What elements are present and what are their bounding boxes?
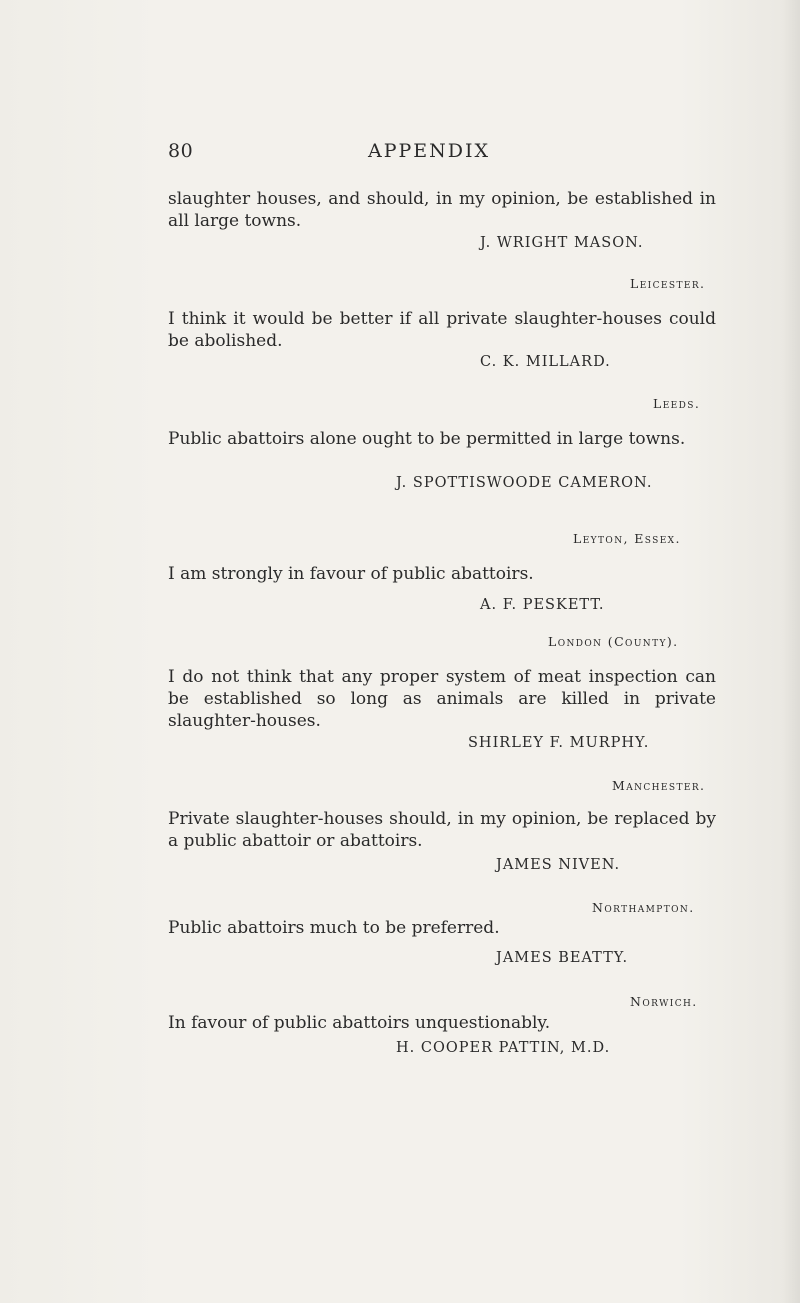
running-head: APPENDIX bbox=[368, 140, 491, 162]
entry-signature: JAMES NIVEN. bbox=[496, 857, 621, 873]
entry-place: Norwich. bbox=[630, 994, 698, 1009]
entry-place: Leicester. bbox=[630, 276, 706, 291]
entry-text: Public abattoirs alone ought to be permitted in large towns. bbox=[168, 429, 686, 449]
page-header bbox=[168, 140, 716, 168]
page-number: 80 bbox=[168, 140, 194, 162]
entry-place: Leyton, Essex. bbox=[573, 531, 681, 546]
entry-signature: H. COOPER PATTIN, M.D. bbox=[396, 1040, 611, 1056]
entry-text: Private slaughter-houses should, in my opinion, be replaced by a public abattoir or abattoirs. bbox=[168, 809, 716, 851]
entry-place: Leeds. bbox=[653, 396, 701, 411]
entry-signature: J. SPOTTISWOODE CAMERON. bbox=[396, 475, 653, 491]
entry-signature: JAMES BEATTY. bbox=[496, 950, 629, 966]
entry-text: I do not think that any proper system of meat inspection can be established so long as animals are killed in private slaughter-houses. bbox=[168, 667, 716, 731]
entry-text: Public abattoirs much to be preferred. bbox=[168, 918, 500, 938]
entry-place: Manchester. bbox=[612, 778, 706, 793]
page-edge-shadow bbox=[782, 0, 800, 1303]
entry-text: slaughter houses, and should, in my opinion, be established in all large towns. bbox=[168, 189, 716, 231]
entry-text: I think it would be better if all private slaughter-houses could be abolished. bbox=[168, 309, 716, 351]
entry-place: London (County). bbox=[548, 634, 679, 649]
entry-signature: SHIRLEY F. MURPHY. bbox=[468, 735, 650, 751]
entry-signature: A. F. PESKETT. bbox=[480, 597, 605, 613]
entry-text: I am strongly in favour of public abattoirs. bbox=[168, 564, 534, 584]
entry-text: In favour of public abattoirs unquestionably. bbox=[168, 1013, 551, 1033]
entry-signature: J. WRIGHT MASON. bbox=[480, 235, 644, 251]
entry-place: Northampton. bbox=[592, 900, 695, 915]
entry-signature: C. K. MILLARD. bbox=[480, 354, 611, 370]
